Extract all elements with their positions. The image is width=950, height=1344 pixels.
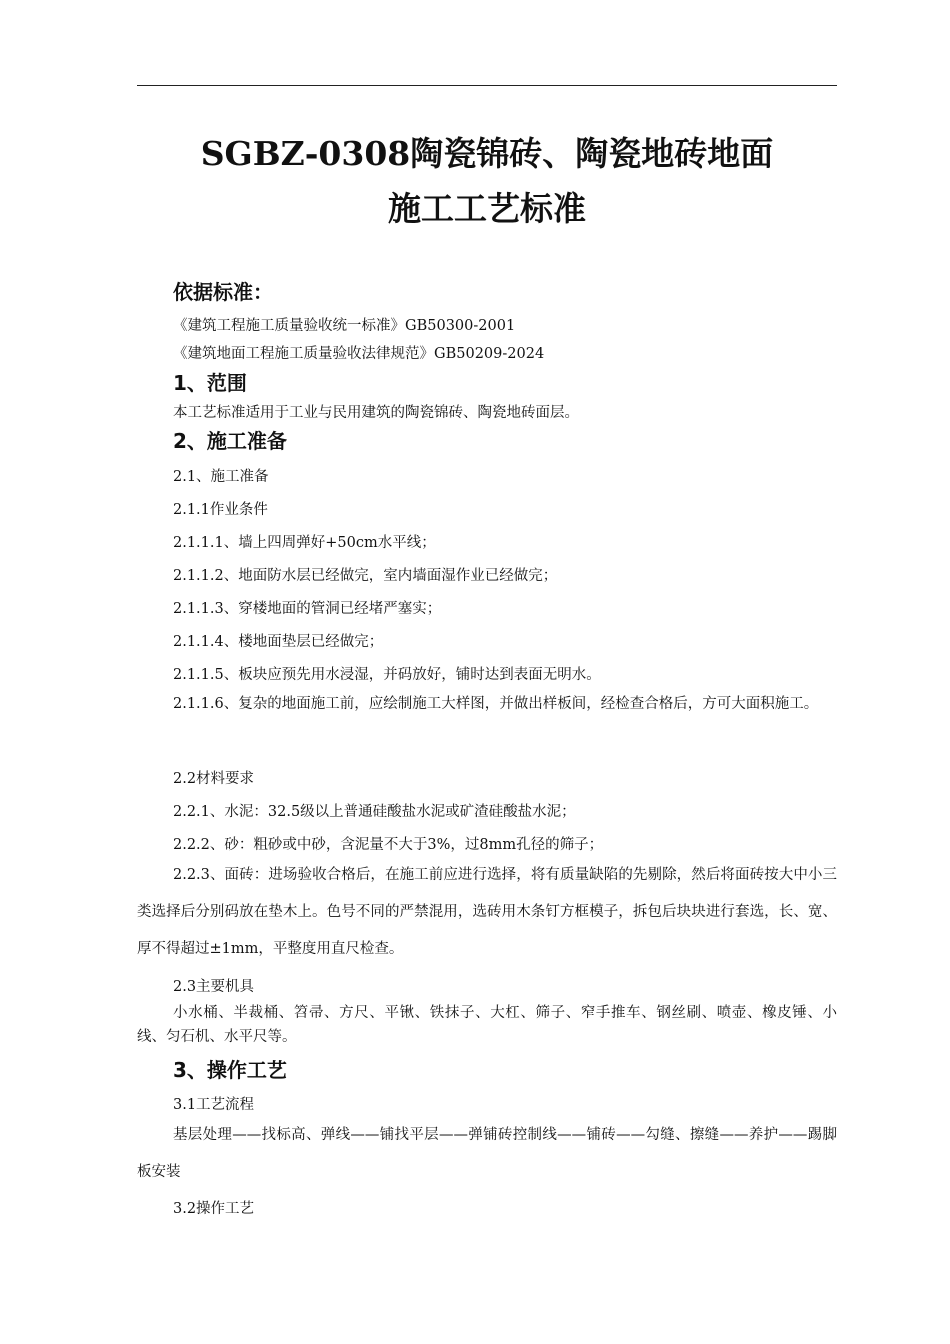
clause-3-2: 3.2操作工艺 [173,1201,255,1217]
clause-2-1-1-5: 2.1.1.5、板块应预先用水浸湿，并码放好，铺时达到表面无明水。 [173,667,601,683]
basis-heading: 依据标准： [173,280,273,304]
clause-2-1-1-2: 2.1.1.2、地面防水层已经做完，室内墙面湿作业已经做完； [173,568,558,584]
basis-item-2: 《建筑地面工程施工质量验收法律规范》GB50209-2024 [173,346,545,362]
document-title-line2: 施工工艺标准 [388,189,586,228]
clause-3-1: 3.1工艺流程 [173,1097,255,1113]
clause-2-1-1-1: 2.1.1.1、墙上四周弹好+50cm水平线； [173,535,436,551]
section-1-heading: 1、范围 [173,371,247,395]
clause-2-3-text: 小水桶、半裁桶、笤帚、方尺、平锹、铁抹子、大杠、筛子、窄手推车、钢丝刷、喷壶、橡皮锤、小线、匀石机、水平尺等。 [137,1005,837,1045]
section-3-heading: 3、操作工艺 [173,1058,287,1082]
clause-2-1-1-4: 2.1.1.4、楼地面垫层已经做完； [173,634,384,650]
section-2-heading: 2、施工准备 [173,429,287,453]
header-rule [137,85,837,86]
clause-2-2-2: 2.2.2、砂：粗砂或中砂，含泥量不大于3%，过8mm孔径的筛子； [173,837,604,853]
document-title-line1: SGBZ-0308陶瓷锦砖、陶瓷地砖地面 [200,134,774,173]
clause-2-1-1-3: 2.1.1.3、穿楼地面的管洞已经堵严塞实； [173,601,442,617]
clause-2-2-3: 2.2.3、面砖：进场验收合格后，在施工前应进行选择，将有质量缺陷的先剔除，然后将面砖按大中小三类选择后分别码放在垫木上。色号不同的严禁混用，选砖用木条钉方框模子，拆包后块块进行套选，长、宽、厚不得超过±1mm，平整度用直尺检查。 [137,867,837,957]
clause-2-1: 2.1、施工准备 [173,469,269,485]
basis-item-1: 《建筑工程施工质量验收统一标准》GB50300-2001 [173,318,516,334]
clause-3-1-text: 基层处理——找标高、弹线——铺找平层——弹铺砖控制线——铺砖——勾缝、擦缝——养护——踢脚板安装 [137,1127,837,1180]
section-1-text: 本工艺标准适用于工业与民用建筑的陶瓷锦砖、陶瓷地砖面层。 [173,405,579,421]
clause-2-2-1: 2.2.1、水泥：32.5级以上普通硅酸盐水泥或矿渣硅酸盐水泥； [173,804,576,820]
clause-2-2: 2.2材料要求 [173,771,255,787]
clause-2-1-1: 2.1.1作业条件 [173,502,268,518]
clause-2-3: 2.3主要机具 [173,979,255,995]
clause-2-1-1-6: 2.1.1.6、复杂的地面施工前，应绘制施工大样图，并做出样板间，经检查合格后，方可大面积施工。 [173,696,819,712]
